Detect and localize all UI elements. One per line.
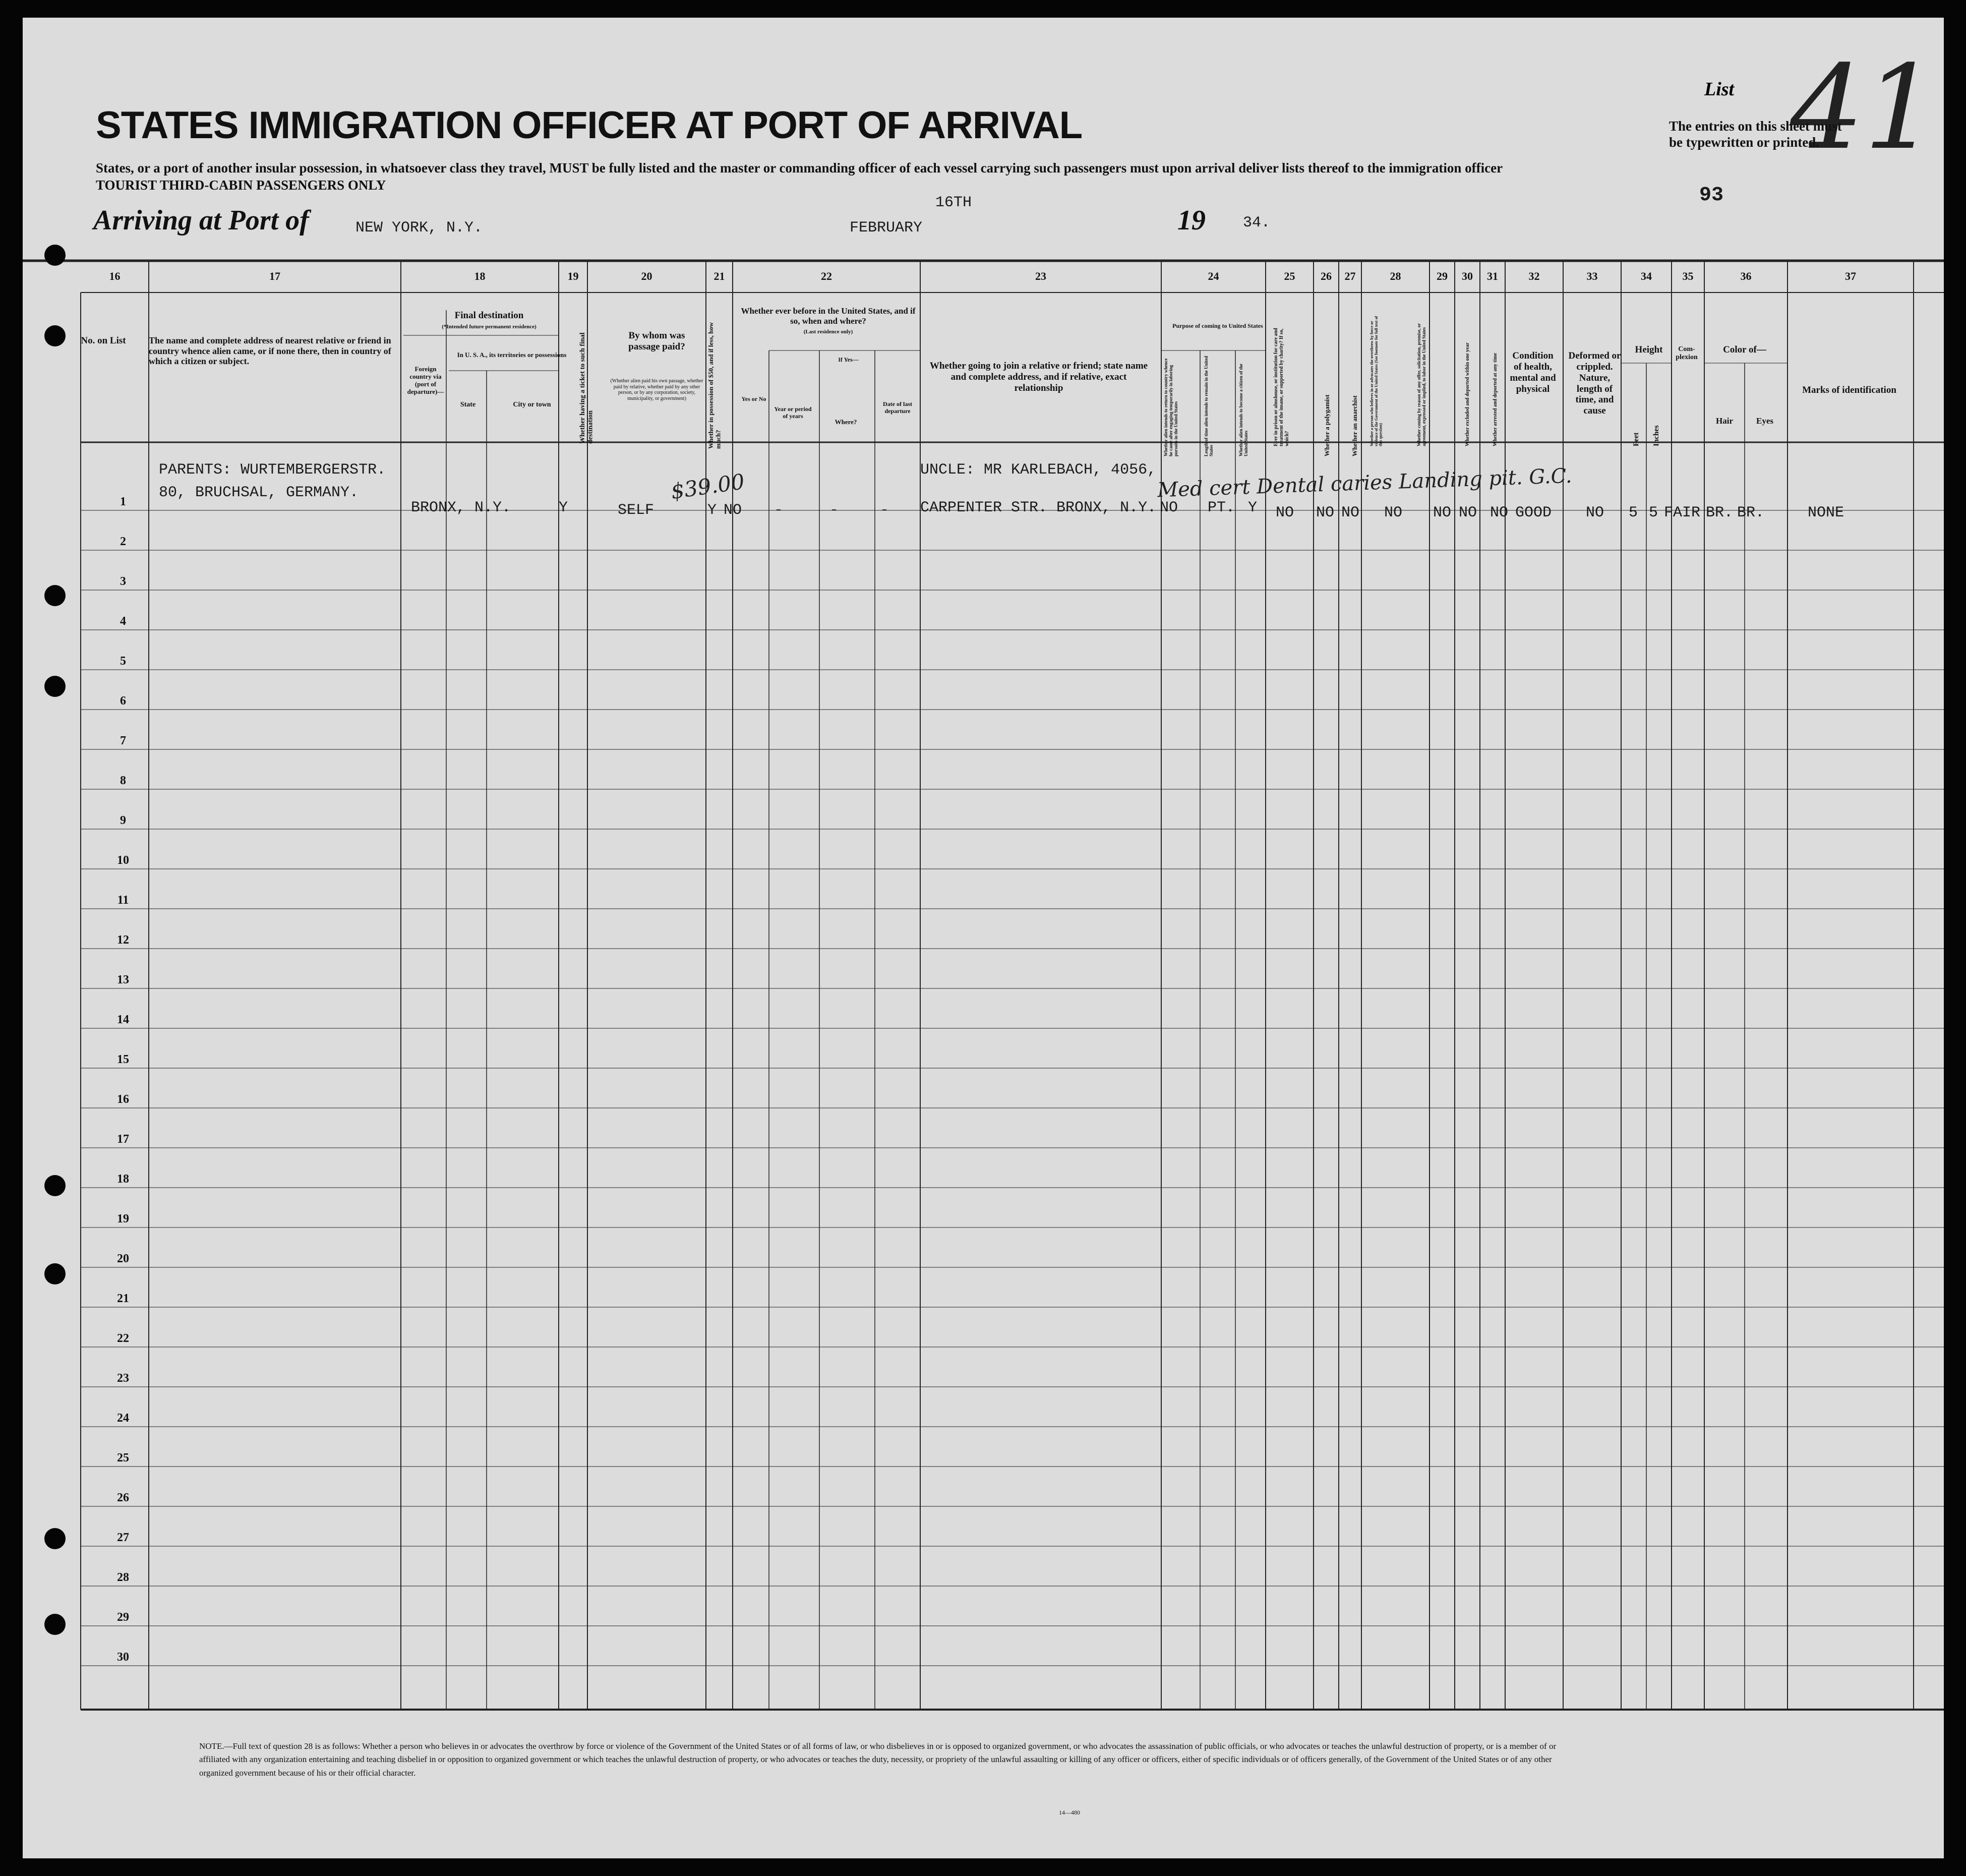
- binder-hole: [44, 325, 66, 346]
- row-number: 6: [120, 694, 126, 708]
- header-state: State: [460, 401, 476, 408]
- column-number: 30: [1462, 270, 1473, 282]
- row-number: 25: [117, 1451, 129, 1464]
- entry-possession: Y: [707, 502, 717, 519]
- arriving-label: Arriving at Port of: [93, 205, 309, 236]
- arriving-day: 16TH: [935, 194, 972, 211]
- row-number: 4: [120, 615, 126, 628]
- entry-where: -: [829, 502, 839, 519]
- entry-medical-annotation: Med cert Dental caries Landing pit. G.C.: [1157, 464, 1573, 502]
- row-number: 11: [117, 894, 129, 907]
- row-number: 2: [120, 535, 126, 548]
- column-number: 37: [1845, 270, 1856, 282]
- header-color-of: Color of—: [1723, 344, 1766, 355]
- subtitle: States, or a port of another insular possession, in whatsoever class they travel, MUST be fully listed and the master or commanding officer of each vessel carrying such passengers must upon arrival deliver lists thereof to the immigration officer: [96, 160, 1503, 175]
- binder-hole: [44, 1528, 66, 1549]
- list-label: List: [1704, 79, 1735, 100]
- header-polygamist: Whether a polygamist: [1323, 394, 1331, 456]
- footnote-q28: NOTE.—Full text of question 28 is as follows: Whether a person who believes in or advocates the overthrow by force or violence of the Government of the United States or of all forms of law, or who disbelieves in or is opposed to organized government, or who advocates the assassination of public officials, or who advocates or teaches the unlawful destruction of property, or is a member of or affiliated with any organization entertaining and teaching disbelief in or opposition to organized government or which teaches the unlawful destruction of property, or who advocates or teaches the duty, necessity, or propriety of the unlawful assaulting or killing of any officer or officers, either of specific individuals or of officers generally, of the Government of the United States or of any other organized government because of his or their official character.: [199, 1741, 1557, 1778]
- header-feet: Feet: [1632, 432, 1640, 446]
- header-complexion: Com-plexion: [1676, 345, 1698, 362]
- row-number: 26: [117, 1491, 129, 1504]
- header-city: City or town: [513, 401, 551, 408]
- header-marks: Marks of identification: [1802, 385, 1896, 395]
- page-title: STATES IMMIGRATION OFFICER AT PORT OF ARRIVAL: [96, 104, 1083, 147]
- header-final-destination-note: (*Intended future permanent residence): [442, 324, 537, 330]
- entry-date-departure: -: [880, 502, 889, 519]
- entry-excluded: NO: [1459, 504, 1477, 521]
- entry-arrested: NO: [1490, 504, 1509, 521]
- entry-feet: 5: [1629, 504, 1638, 521]
- entries-note-2: be typewritten or printed.: [1669, 135, 1819, 150]
- binder-hole: [44, 1175, 66, 1196]
- column-number: 22: [821, 270, 832, 282]
- entry-ticket: Y: [559, 499, 568, 516]
- header-foreign-country: Foreign country via (port of departure)—: [407, 365, 444, 395]
- header-by-whom-paid: By whom was passage paid?: [628, 330, 685, 352]
- header-eyes: Eyes: [1756, 416, 1773, 426]
- header-where: Where?: [835, 418, 857, 426]
- row-number: 24: [117, 1412, 129, 1425]
- column-number: 16: [109, 270, 121, 282]
- column-number: 20: [641, 270, 652, 282]
- header-arrested: Whether arrested and deported at any time: [1493, 353, 1498, 446]
- entry-money-handwritten: $39.00: [669, 469, 746, 504]
- binder-hole: [44, 245, 66, 266]
- entry-inches: 5: [1649, 504, 1658, 521]
- header-deformed: Deformed or crippled. Nature, length of time, and cause: [1568, 350, 1621, 417]
- column-number: 35: [1682, 270, 1694, 282]
- row-number: 16: [117, 1093, 129, 1106]
- header-possession-50: Whether in possession of $50, and if less, how much?: [707, 322, 722, 449]
- column-number: 25: [1284, 270, 1295, 282]
- entry-paid-by: SELF: [618, 502, 654, 519]
- header-inches: Inches: [1652, 425, 1660, 446]
- year-suffix: 34.: [1243, 214, 1271, 231]
- year-prefix: 19: [1177, 205, 1206, 236]
- entry-deformed: NO: [1586, 504, 1604, 521]
- row-number: 23: [117, 1372, 129, 1385]
- binder-hole: [44, 1263, 66, 1284]
- entry-join-line2: CARPENTER STR. BRONX, N.Y.: [920, 499, 1157, 516]
- row-number: 20: [117, 1252, 129, 1265]
- column-number: 24: [1208, 270, 1219, 282]
- row-number: 5: [120, 655, 126, 668]
- row-number: 1: [120, 495, 126, 508]
- header-purpose-b: Length of time alien intends to remain in the United States: [1204, 356, 1214, 456]
- row-number: 10: [117, 854, 129, 867]
- header-purpose: Purpose of coming to United States: [1172, 322, 1263, 329]
- header-ever-before: Whether ever before in the United States, and if so, when and where?: [741, 306, 916, 326]
- row-number: 3: [120, 575, 126, 588]
- form-grid: [23, 18, 1944, 1858]
- column-number: 32: [1528, 270, 1540, 282]
- header-prison: Ever in prison or almshouse, or institution for care and treatment of the insane, or supported by charity? If so, which?: [1273, 328, 1290, 446]
- header-purpose-a: Whether alien intends to return to country whence he came after engaging temporarily in laboring pursuits in the United States: [1163, 358, 1178, 456]
- header-condition: Condition of health, mental and physical: [1510, 350, 1556, 394]
- row-number: 30: [117, 1651, 129, 1664]
- entry-relative-line1: PARENTS: WURTEMBERGERSTR.: [159, 461, 386, 479]
- column-number: 34: [1641, 270, 1652, 282]
- header-excluded: Whether excluded and deported within one year: [1465, 342, 1470, 446]
- header-by-whom-note: (Whether alien paid his own passage, whether paid by relative, whether paid by any other person, or by any corporation, society, municipality, or government): [610, 378, 703, 401]
- header-year-period: Year or period of years: [774, 405, 812, 420]
- entry-purpose-b: PT.: [1208, 499, 1235, 516]
- header-in-usa: In U. S. A., its territories or possessions: [457, 351, 567, 359]
- header-hair: Hair: [1716, 416, 1733, 426]
- column-number: 31: [1487, 270, 1498, 282]
- header-height: Height: [1635, 344, 1663, 355]
- header-q28: Whether a person who believes in or advocates the overthrow by force or violence of the Government of the United States (See footnote for full text of this question): [1369, 316, 1383, 446]
- column-number: 33: [1586, 270, 1598, 282]
- sheet-number: 93: [1699, 184, 1724, 207]
- row-number: 13: [117, 973, 129, 986]
- entry-condition: GOOD: [1515, 504, 1552, 521]
- row-number: 21: [117, 1292, 129, 1305]
- header-final-destination: Final destination: [454, 310, 524, 321]
- column-number: 36: [1740, 270, 1752, 282]
- entry-year-period: -: [774, 502, 784, 519]
- column-number: 29: [1437, 270, 1448, 282]
- entry-prison: NO: [1276, 504, 1294, 521]
- row-number: 29: [117, 1611, 129, 1624]
- column-number: 26: [1321, 270, 1332, 282]
- entry-purpose-c: Y: [1248, 499, 1258, 516]
- entry-complexion: FAIR: [1664, 504, 1701, 521]
- row-number: 9: [120, 814, 126, 827]
- column-number: 23: [1035, 270, 1046, 282]
- header-last-residence: (Last residence only): [803, 329, 853, 335]
- entry-join-line1: UNCLE: MR KARLEBACH, 4056,: [920, 461, 1157, 479]
- entry-q28: NO: [1384, 504, 1403, 521]
- header-yes-no: Yes or No: [741, 395, 766, 402]
- entry-destination: BRONX, N.Y.: [411, 499, 511, 516]
- row-number: 12: [117, 933, 129, 947]
- arriving-month: FEBRUARY: [850, 219, 923, 237]
- header-purpose-c: Whether alien intends to become a citizen of the United States: [1238, 364, 1248, 456]
- arriving-port: NEW YORK, N.Y.: [355, 219, 483, 237]
- row-number: 7: [120, 734, 126, 747]
- row-number: 15: [117, 1053, 129, 1066]
- header-nearest-relative: The name and complete address of nearest relative or friend in country whence alien came, or if none there, then in country of which a citizen or subject.: [149, 335, 391, 367]
- row-number: 18: [117, 1172, 129, 1186]
- header-if-yes: If Yes—: [838, 356, 859, 363]
- row-number: 22: [117, 1332, 129, 1345]
- column-number: 19: [567, 270, 579, 282]
- column-number: 28: [1390, 270, 1401, 282]
- header-no-on-list: No. on List: [81, 335, 126, 346]
- row-number: 19: [117, 1212, 129, 1225]
- binder-hole: [44, 676, 66, 697]
- header-contract: Whether coming by reason of any offer, solicitation, promise, or agreement, expressed or implied, to labor in the United States: [1416, 323, 1426, 446]
- column-number: 18: [474, 270, 486, 282]
- entry-polygamist: NO: [1316, 504, 1335, 521]
- class-line: TOURIST THIRD-CABIN PASSENGERS ONLY: [96, 178, 386, 193]
- header-date-departure: Date of last departure: [883, 400, 912, 415]
- entry-anarchist: NO: [1341, 504, 1360, 521]
- manifest-sheet: [23, 18, 1944, 1858]
- column-number: 17: [269, 270, 280, 282]
- form-number: 14—480: [1059, 1809, 1080, 1816]
- list-number-handwritten: 41: [1790, 41, 1938, 175]
- row-number: 28: [117, 1571, 129, 1584]
- row-number: 17: [117, 1133, 129, 1146]
- binder-hole: [44, 1614, 66, 1635]
- row-number: 14: [117, 1013, 129, 1026]
- column-number: 21: [713, 270, 725, 282]
- row-number: 8: [120, 774, 126, 787]
- entry-relative-line2: 80, BRUCHSAL, GERMANY.: [159, 484, 359, 501]
- entries-note-1: The entries on this sheet must: [1669, 119, 1842, 134]
- header-join-relative: Whether going to join a relative or friend; state name and complete address, and if relative, exact relationship: [929, 361, 1148, 393]
- entry-eyes: BR.: [1737, 504, 1765, 521]
- entry-contract: NO: [1433, 504, 1452, 521]
- header-ticket: Whether having a ticket to such final destination: [579, 332, 594, 444]
- binder-hole: [44, 585, 66, 606]
- column-number: 27: [1344, 270, 1356, 282]
- row-number: 27: [117, 1531, 129, 1544]
- entry-hair: BR.: [1706, 504, 1734, 521]
- entry-ever-before: NO: [724, 502, 742, 519]
- entry-marks: NONE: [1808, 504, 1844, 521]
- entry-purpose-a: NO: [1160, 499, 1178, 516]
- header-anarchist: Whether an anarchist: [1351, 395, 1358, 456]
